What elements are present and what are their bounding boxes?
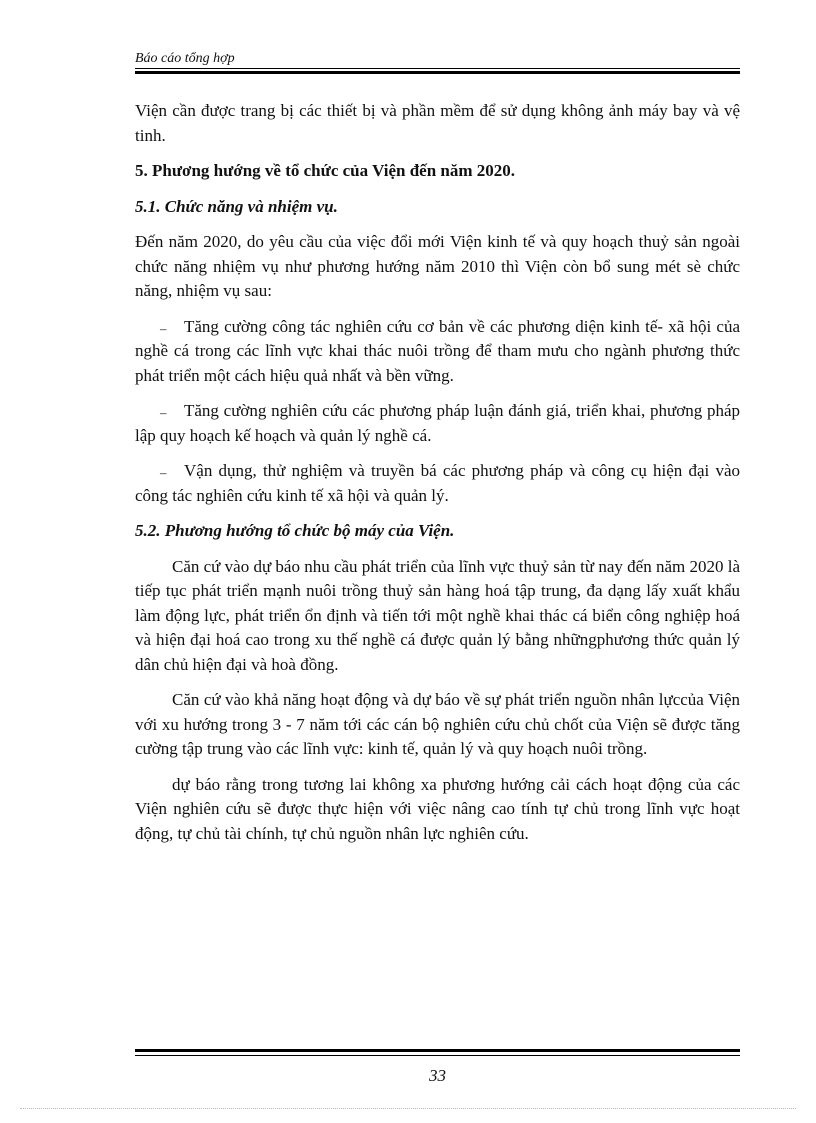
bullet-item [135,315,740,389]
bullet-item [135,399,740,448]
bullet-dash: – [160,320,167,336]
bullet-item [135,459,740,508]
bullet-dash: – [160,465,167,480]
header-rule-thin [135,68,740,69]
subsection-heading-5-1: 5.1. Chức năng và nhiệm vụ. [135,196,338,216]
running-header: Báo cáo tổng hợp [135,51,235,66]
subsection-heading-5-2: 5.2. Phương hướng tổ chức bộ máy của Viện. [135,521,455,540]
paragraph-forecast-demand: Căn cứ vào dự báo nhu cầu phát triển của lĩnh vực thuỷ sản từ nay đến năm 2020 là tiếp tục phát triển mạnh nuôi trồng thuỷ sản hàng hoá tập trung, đa dạng lấy xuất khẩu làm động lực, phát triển ổn định và tiến tới một nghề khai thác cá biển công nghiệp hoá và hiện đại hoá cao trong xu thế nghề cá được quản lý bằng nhữngphương thức quản lý dân chủ hiện đại và hoà đồng. [135,556,740,674]
page-edge-divider [20,1108,796,1109]
footer-rule-thick [135,1049,740,1052]
page-number: 33 [429,1066,446,1085]
page-body [135,99,740,857]
paragraph-continuation: Viện cần được trang bị các thiết bị và phần mềm để sử dụng không ảnh máy bay và vệ tinh. [135,101,740,145]
section-heading-5: 5. Phương hướng về tổ chức của Viện đến năm 2020. [135,161,516,180]
bullet-text: Vận dụng, thử nghiệm và truyền bá các phương pháp và công cụ hiện đại vào công tác nghiên cứu kinh tế xã hội và quản lý. [135,461,740,505]
bullet-text: Tăng cường nghiên cứu các phương pháp luận đánh giá, triển khai, phương pháp lập quy hoạch kế hoạch và quản lý nghề cá. [135,401,740,445]
paragraph-reform-outlook: dự báo rằng trong tương lai không xa phương hướng cải cách hoạt động của các Viện nghiên cứu sẽ được thực hiện với việc nâng cao tính tự chủ trong lĩnh vực hoạt động, tự chủ tài chính, tự chủ nguồn nhân lực nghiên cứu. [135,774,740,843]
footer-rule-thin [135,1055,740,1056]
header-rule-thick [135,71,740,74]
paragraph-staff-capacity: Căn cứ vào khả năng hoạt động và dự báo về sự phát triển nguồn nhân lựccủa Viện với xu hướng trong 3 - 7 năm tới các cán bộ nghiên cứu chủ chốt của Viện sẽ được tăng cường tập trung vào các lĩnh vực: kinh tế, quản lý và quy hoạch nuôi trồng. [135,690,740,758]
paragraph-functions-intro: Đến năm 2020, do yêu cầu của việc đổi mới Viện kinh tế và quy hoạch thuỷ sản ngoài chức năng nhiệm vụ như phương hướng năm 2010 thì Viện còn bổ sung mét sè chức năng, nhiệm vụ sau: [135,232,740,300]
bullet-text: Tăng cường công tác nghiên cứu cơ bản về các phương diện kinh tế- xã hội của nghề cá trong các lĩnh vực khai thác nuôi trồng để tham mưu cho ngành phương thức phát triển một cách hiệu quả nhất và bền vững. [135,316,740,385]
bullet-dash: – [160,405,167,420]
